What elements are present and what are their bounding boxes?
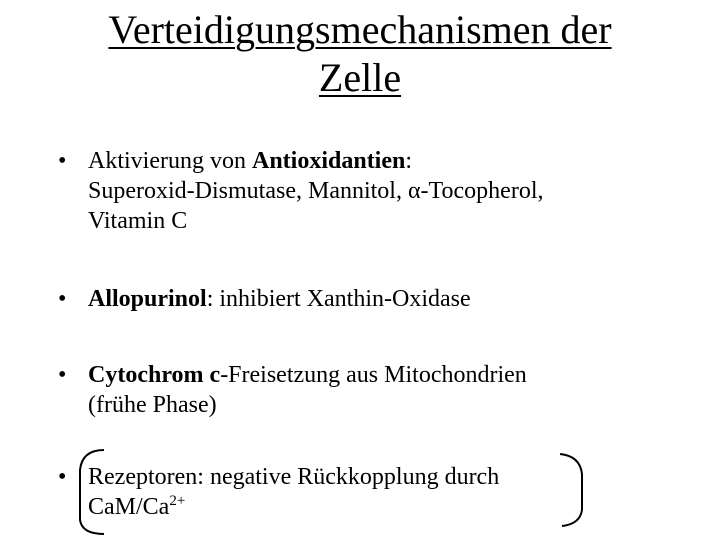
bullet-line-1: Rezeptoren: negative Rückkopplung durch [88, 464, 500, 490]
bullet-rest: : inhibiert Xanthin-Oxidase [206, 286, 471, 312]
bullet-icon: • [58, 362, 67, 388]
bullet-text [88, 360, 648, 420]
bullet-keyword: Allopurinol [88, 286, 207, 312]
bullet-icon: • [58, 286, 67, 312]
bullet-line-2 [88, 492, 648, 522]
formula-main: CaM/Ca [88, 494, 170, 520]
bullet-prefix: Aktivierung von [88, 148, 252, 174]
bullet-keyword: Antioxidantien [251, 148, 406, 174]
bullet-rest: : [405, 148, 413, 174]
bullet-text [88, 146, 648, 236]
bullet-keyword: Cytochrom c [88, 362, 221, 388]
bullet-text [88, 284, 648, 314]
slide-title-line-1: Verteidigungsmechanismen der [108, 7, 612, 52]
bullet-line-3: Vitamin C [88, 208, 188, 234]
bullet-text [88, 462, 648, 522]
bullet-icon: • [58, 148, 67, 174]
bullet-icon: • [58, 464, 67, 490]
slide-title-line-2: Zelle [318, 55, 402, 100]
bullet-line-2: (frühe Phase) [88, 392, 217, 418]
bullet-rest: -Freisetzung aus Mitochondrien [220, 362, 527, 388]
formula-superscript: 2+ [169, 493, 186, 509]
bullet-line-2: Superoxid-Dismutase, Mannitol, α-Tocopherol, [88, 178, 544, 204]
